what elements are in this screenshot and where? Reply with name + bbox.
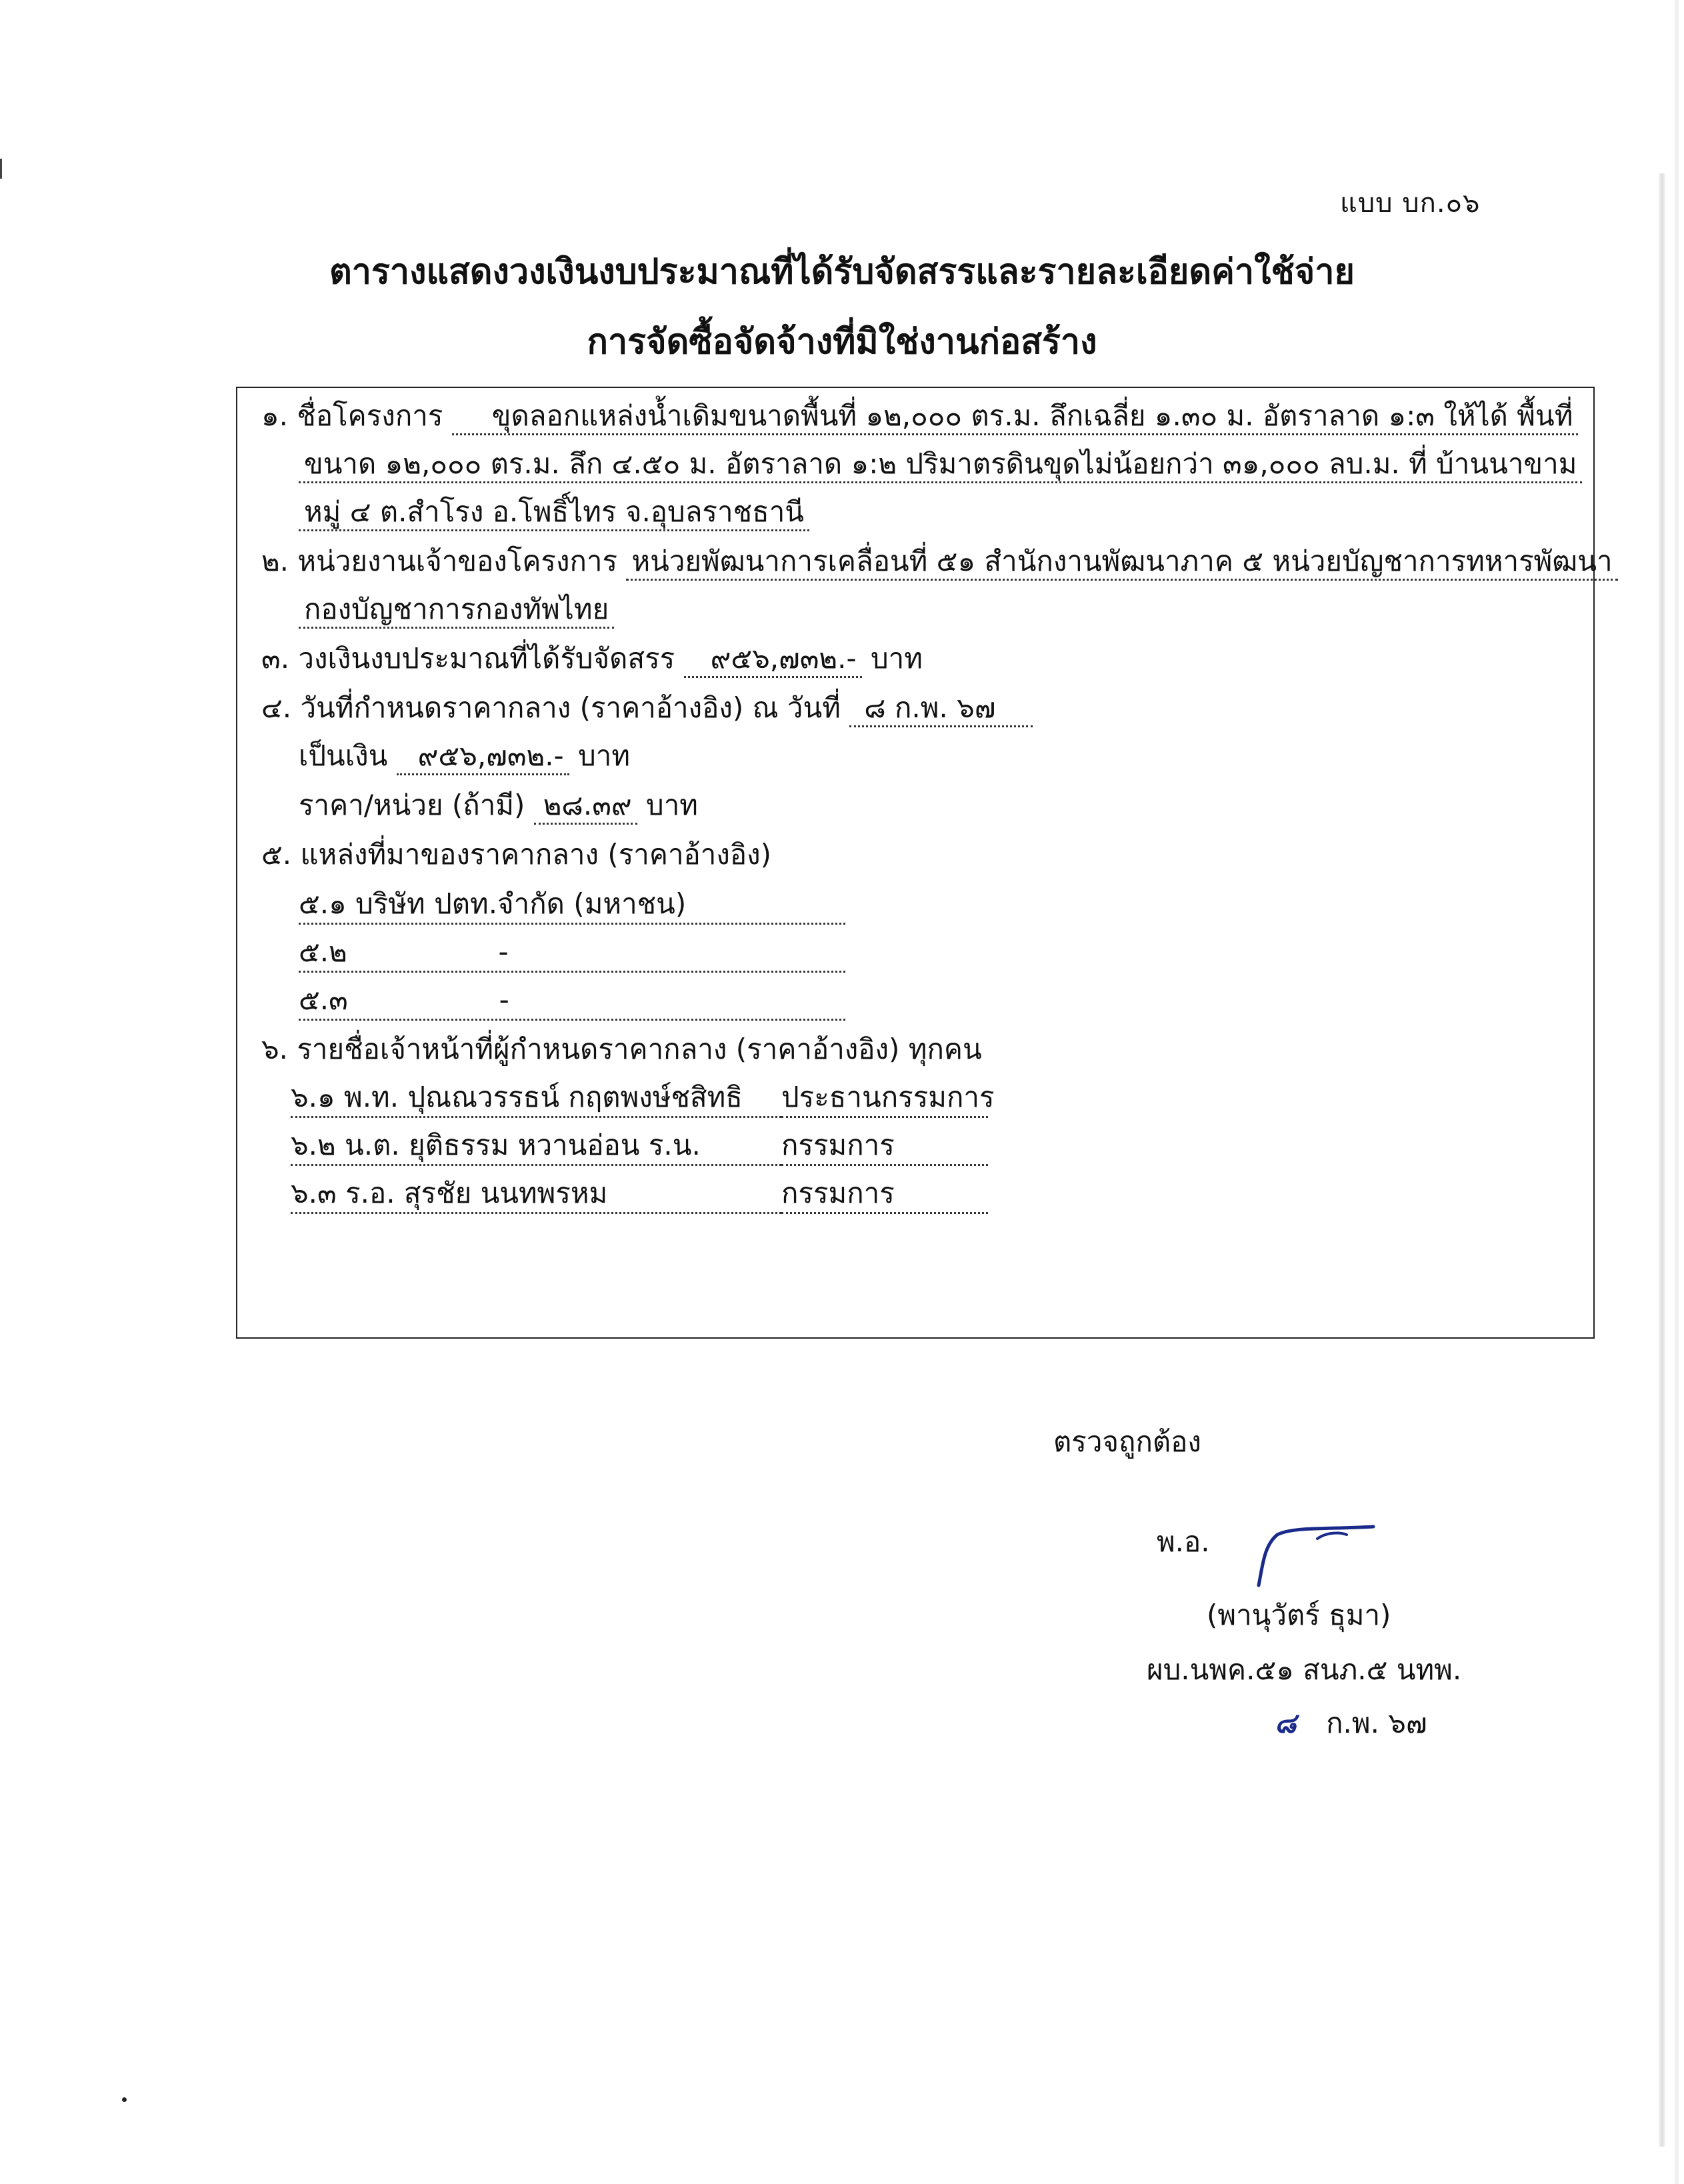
item5-source1-row <box>299 885 845 925</box>
item2-line1: หน่วยพัฒนาการเคลื่อนที่ ๕๑ สำนักงานพัฒนาภาค ๕ หน่วยบัญชาการทหารพัฒนา <box>626 545 1617 581</box>
item3-row <box>261 640 923 677</box>
item6-member2-row <box>291 1127 988 1166</box>
item1-row3 <box>299 493 809 531</box>
item5-source3-row <box>299 981 845 1021</box>
sign-date <box>1275 1701 1427 1745</box>
item5-source1: ๕.๑ บริษัท ปตท.จำกัด (มหาชน) <box>299 885 845 925</box>
item3-unit: บาท <box>870 642 923 675</box>
item1-line3: หมู่ ๔ ต.สำโรง อ.โพธิ์ไทร จ.อุบลราชธานี <box>299 495 809 531</box>
sign-date-day: ๘ <box>1275 1707 1297 1739</box>
page-title-line1: ตารางแสดงวงเงินงบประมาณที่ได้รับจัดสรรและรายละเอียดค่าใช้จ่าย <box>329 252 1355 292</box>
item6-member3-role: กรรมการ <box>781 1175 988 1214</box>
item4-amount-unit: บาท <box>578 739 631 772</box>
item3-value: ๙๕๖,๗๓๒.- <box>684 642 862 678</box>
verify-label: ตรวจถูกต้อง <box>1053 1425 1201 1458</box>
item4-unit-price-row <box>299 787 698 824</box>
scan-margin-mark <box>0 159 2 179</box>
item5-source2-no: ๕.๒ <box>299 935 347 968</box>
item5-label: ๕. แหล่งที่มาของราคากลาง (ราคาอ้างอิง) <box>261 838 771 871</box>
signer-name: (พานุวัตร์ ธุมา) <box>1207 1599 1391 1631</box>
item4-row <box>261 689 1033 727</box>
item6-member1-role: ประธานกรรมการ <box>781 1079 988 1118</box>
item4-unit-price: ๒๘.๓๙ <box>534 789 637 825</box>
item6-member2-name: ๖.๒ น.ต. ยุติธรรม หวานอ่อน ร.น. <box>291 1127 781 1166</box>
scan-dot <box>122 2097 127 2102</box>
item5-source3-no: ๕.๓ <box>299 983 348 1016</box>
scan-shadow <box>1659 173 1665 2147</box>
item2-label: ๒. หน่วยงานเจ้าของโครงการ <box>261 545 618 577</box>
item4-amount: ๙๕๖,๗๓๒.- <box>397 739 569 775</box>
item6-row <box>261 1031 982 1068</box>
item6-member1-row <box>291 1079 995 1118</box>
item5-source3-value: - <box>499 983 509 1016</box>
form-code: แบบ บก.๐๖ <box>1340 188 1481 219</box>
item4-amount-row <box>299 737 630 775</box>
signature-icon <box>1247 1512 1380 1592</box>
item1-line1: ขุดลอกแหล่งน้ำเดิมขนาดพื้นที่ ๑๒,๐๐๐ ตร.ม. ลึกเฉลี่ย ๑.๓๐ ม. อัตราลาด ๑:๓ ให้ได้ พื้นที่ <box>452 399 1579 435</box>
item5-source2-fill <box>299 933 845 973</box>
item4-date: ๘ ก.พ. ๖๗ <box>849 691 1033 727</box>
signer-rank: พ.อ. <box>1157 1525 1210 1558</box>
item1-label: ๑. ชื่อโครงการ <box>261 399 443 432</box>
item2-line2: กองบัญชาการกองทัพไทย <box>299 593 614 629</box>
item4-amount-label: เป็นเงิน <box>299 739 388 772</box>
item4-unit-price-label: ราคา/หน่วย (ถ้ามี) <box>299 789 525 821</box>
item6-member3-row <box>291 1175 988 1214</box>
item6-member2-role: กรรมการ <box>781 1127 988 1166</box>
item3-label: ๓. วงเงินงบประมาณที่ได้รับจัดสรร <box>261 642 675 675</box>
item5-row <box>261 836 771 873</box>
item5-source2-row <box>299 933 845 973</box>
item4-unit-price-unit: บาท <box>646 789 698 821</box>
item4-label: ๔. วันที่กำหนดราคากลาง (ราคาอ้างอิง) ณ วันที่ <box>261 691 841 724</box>
item5-source3-fill <box>299 981 845 1021</box>
signer-position: ผบ.นพค.๕๑ สนภ.๕ นทพ. <box>1147 1653 1462 1686</box>
item1-line2: ขนาด ๑๒,๐๐๐ ตร.ม. ลึก ๔.๕๐ ม. อัตราลาด ๑:๒ ปริมาตรดินขุดไม่น้อยกว่า ๓๑,๐๐๐ ลบ.ม. ที่ บ้านนาขาม <box>299 447 1582 483</box>
item2-row <box>261 543 1618 580</box>
item6-member3-name: ๖.๓ ร.อ. สุรชัย นนทพรหม <box>291 1175 781 1214</box>
item1-row <box>261 397 1578 435</box>
item2-row2 <box>299 591 614 628</box>
item6-label: ๖. รายชื่อเจ้าหน้าที่ผู้กำหนดราคากลาง (ราคาอ้างอิง) ทุกคน <box>261 1033 982 1065</box>
page-title-line2: การจัดซื้อจัดจ้างที่มิใช่งานก่อสร้าง <box>587 322 1097 362</box>
item1-row2 <box>299 445 1582 483</box>
item6-member1-name: ๖.๑ พ.ท. ปุณณวรรธน์ กฤตพงษ์ชสิทธิ <box>291 1079 781 1118</box>
item5-source2-value: - <box>498 935 509 968</box>
form-box <box>236 387 1613 1339</box>
sign-date-rest: ก.พ. ๖๗ <box>1326 1707 1427 1739</box>
